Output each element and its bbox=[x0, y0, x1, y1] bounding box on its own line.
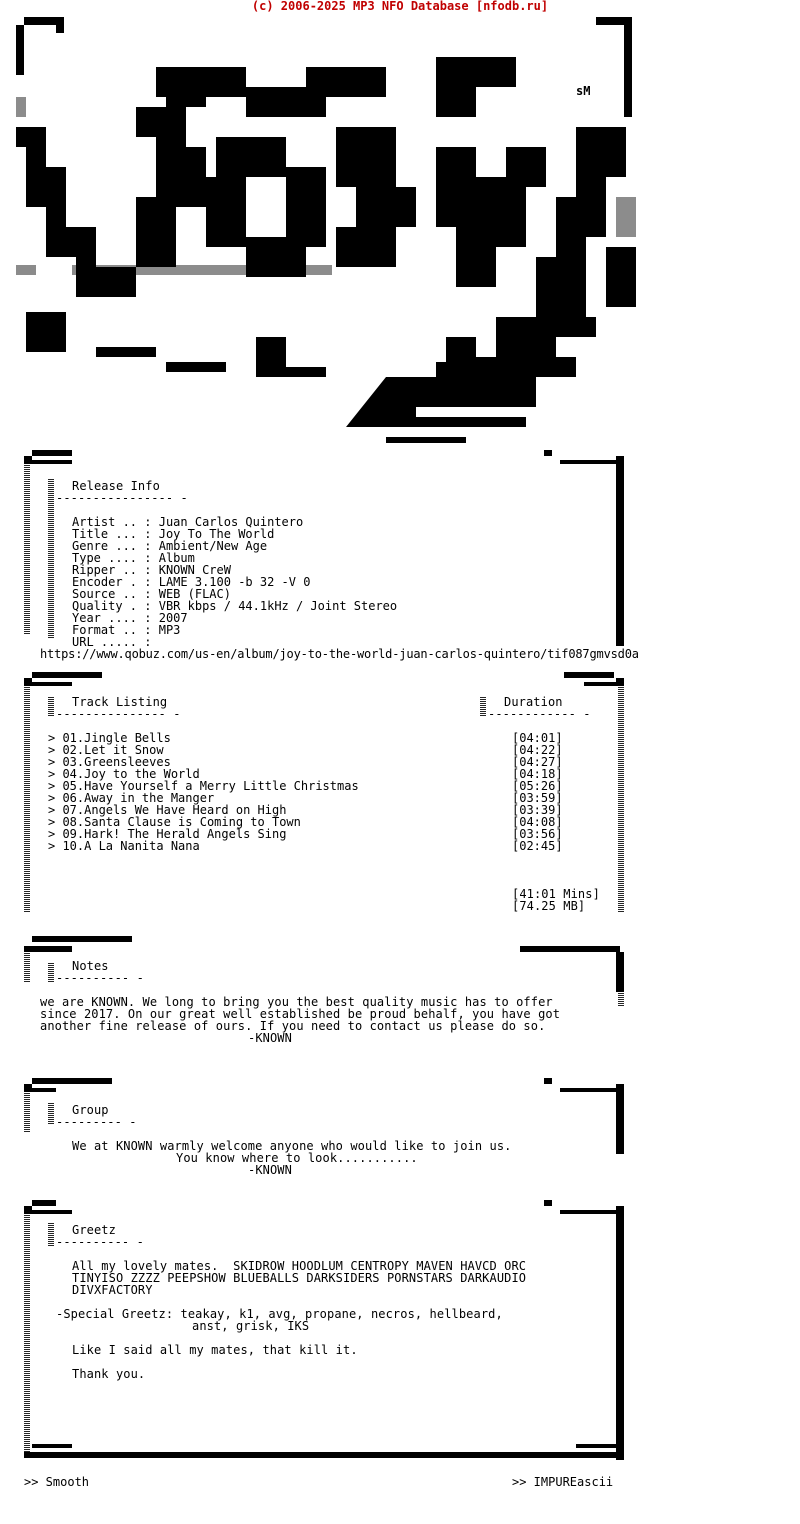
list-item: > 07.Angels We Have Heard on High [03:39] bbox=[48, 803, 563, 817]
group-line-1: We at KNOWN warmly welcome anyone who would like to join us. bbox=[72, 1139, 512, 1153]
total-size: [74.25 MB] bbox=[512, 899, 586, 913]
greetz-special-2: anst, grisk, IKS bbox=[192, 1319, 310, 1333]
site-header: (c) 2006-2025 MP3 NFO Database [nfodb.ru] bbox=[251, 0, 549, 13]
field-row: Title ... : Joy To The World bbox=[72, 527, 275, 541]
footer-left-credit: >> Smooth bbox=[24, 1475, 90, 1489]
release-url[interactable]: https://www.qobuz.com/us-en/album/joy-to-the-world-juan-carlos-quintero/tif087gmvsd0a bbox=[40, 647, 639, 661]
group-rule: --------- - bbox=[56, 1115, 137, 1129]
field-row: URL ..... : bbox=[72, 635, 152, 649]
duration-heading: Duration bbox=[504, 695, 563, 709]
release-info-heading: Release Info bbox=[72, 479, 160, 493]
list-item: > 05.Have Yourself a Merry Little Christmas [05:26] bbox=[48, 779, 563, 793]
greetz-mates-3: DIVXFACTORY bbox=[72, 1283, 153, 1297]
duration-rule: ------------ - bbox=[488, 707, 591, 721]
field-row: Quality . : VBR kbps / 44.1kHz / Joint Stereo bbox=[72, 599, 398, 613]
total-time: [41:01 Mins] bbox=[512, 887, 600, 901]
notes-line-2: since 2017. On our great well established be proud behalf, you have got bbox=[40, 1007, 561, 1021]
field-row: Genre ... : Ambient/New Age bbox=[72, 539, 268, 553]
notes-signature: -KNOWN bbox=[248, 1031, 292, 1045]
notes-heading: Notes bbox=[72, 959, 109, 973]
field-row: Encoder . : LAME 3.100 -b 32 -V 0 bbox=[72, 575, 311, 589]
track-listing-rule: --------------- - bbox=[56, 707, 181, 721]
list-item: > 10.A La Nanita Nana [02:45] bbox=[48, 839, 563, 853]
notes-line-1: we are KNOWN. We long to bring you the best quality music has to offer bbox=[40, 995, 553, 1009]
field-row: Source .. : WEB (FLAC) bbox=[72, 587, 231, 601]
greetz-special-1: -Special Greetz: teakay, k1, avg, propane, necros, hellbeard, bbox=[56, 1307, 503, 1321]
greetz-closing-1: Like I said all my mates, that kill it. bbox=[72, 1343, 358, 1357]
field-row: Ripper .. : KNOWN CreW bbox=[72, 563, 231, 577]
group-line-2: You know where to look........... bbox=[176, 1151, 418, 1165]
group-heading: Group bbox=[72, 1103, 109, 1117]
release-info-rule: ---------------- - bbox=[56, 491, 188, 505]
list-item: > 09.Hark! The Herald Angels Sing [03:56] bbox=[48, 827, 563, 841]
track-list bbox=[48, 732, 578, 852]
track-listing-heading: Track Listing bbox=[72, 695, 168, 709]
list-item: > 04.Joy to the World [04:18] bbox=[48, 767, 563, 781]
notes-rule: ---------- - bbox=[56, 971, 144, 985]
group-signature: -KNOWN bbox=[248, 1163, 292, 1177]
list-item: > 06.Away in the Manger [03:59] bbox=[48, 791, 563, 805]
logo-tag: sM bbox=[576, 84, 591, 98]
greetz-mates-1: All my lovely mates. SKIDROW HOODLUM CENTROPY MAVEN HAVCD ORC bbox=[72, 1259, 527, 1273]
ascii-logo-art bbox=[16, 17, 640, 443]
release-info-fields bbox=[72, 516, 397, 648]
greetz-rule: ---------- - bbox=[56, 1235, 144, 1249]
field-row: Type .... : Album bbox=[72, 551, 195, 565]
greetz-mates-2: TINYISO ZZZZ PEEPSHOW BLUEBALLS DARKSIDERS PORNSTARS DARKAUDIO bbox=[72, 1271, 527, 1285]
footer-right-credit: >> IMPUREascii bbox=[512, 1475, 614, 1489]
list-item: > 01.Jingle Bells [04:01] bbox=[48, 731, 563, 745]
field-row: Artist .. : Juan Carlos Quintero bbox=[72, 515, 304, 529]
list-item: > 03.Greensleeves [04:27] bbox=[48, 755, 563, 769]
notes-line-3: another fine release of ours. If you need to contact us please do so. bbox=[40, 1019, 546, 1033]
greetz-closing-2: Thank you. bbox=[72, 1367, 146, 1381]
list-item: > 08.Santa Clause is Coming to Town [04:08] bbox=[48, 815, 563, 829]
list-item: > 02.Let it Snow [04:22] bbox=[48, 743, 563, 757]
field-row: Year .... : 2007 bbox=[72, 611, 188, 625]
field-row: Format .. : MP3 bbox=[72, 623, 181, 637]
greetz-heading: Greetz bbox=[72, 1223, 116, 1237]
